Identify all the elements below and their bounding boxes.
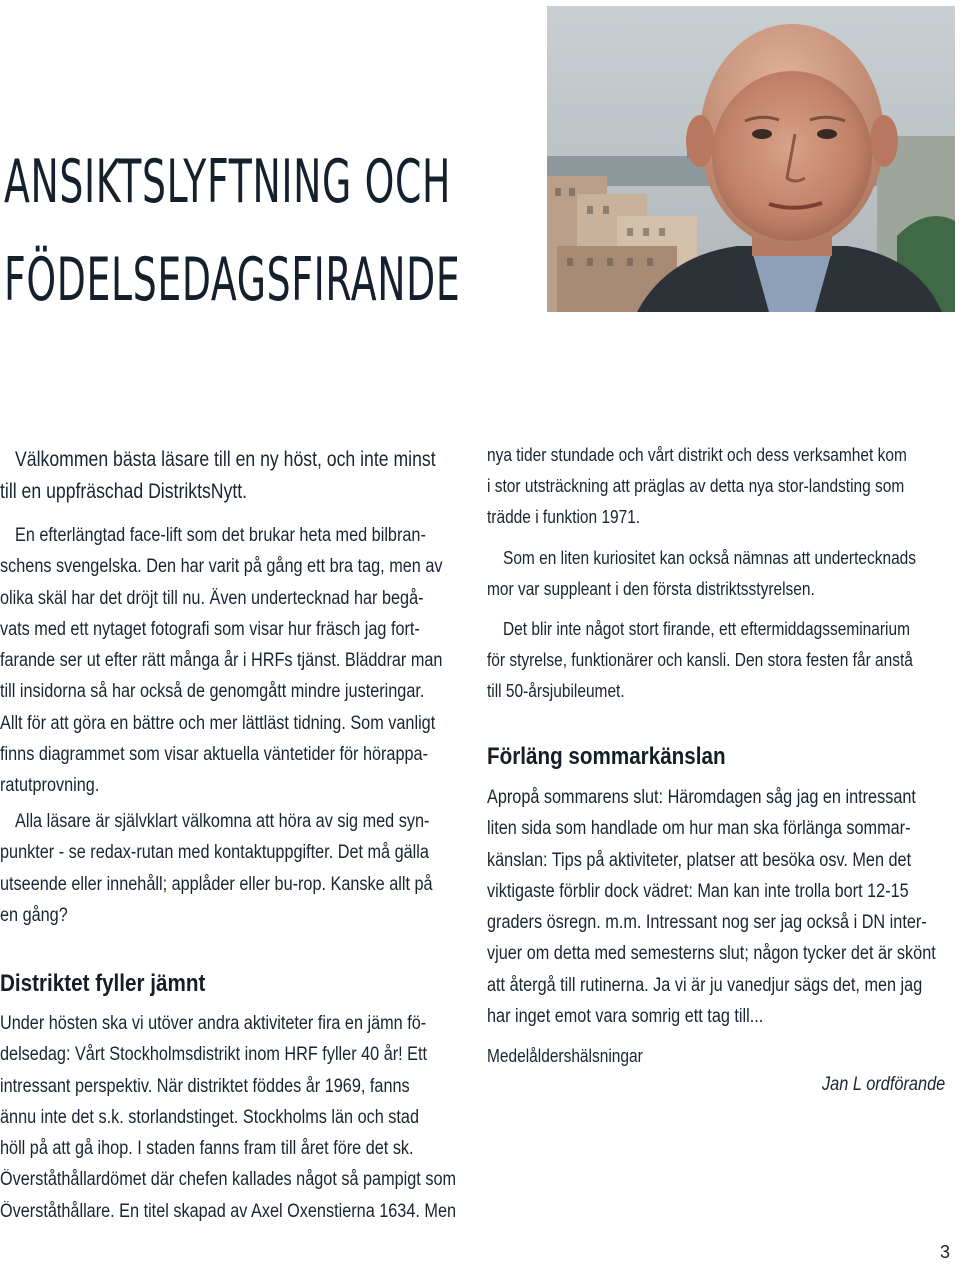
text-line: till insidorna så har också de genomgått mindre justeringar. <box>0 681 425 703</box>
text-line: Alla läsare är självklart välkomna att höra av sig med syn- <box>15 811 430 832</box>
text-line: intressant perspektiv. När distriktet föddes år 1969, fanns <box>0 1075 410 1097</box>
text-line: för styrelse, funktionärer och kansli. Den stora festen får anstå <box>487 650 913 670</box>
text-line: graders ösregn. m.m. Intressant nog ser jag också i DN inter- <box>487 912 927 934</box>
paragraph <box>487 614 960 707</box>
text-line: schens svengelska. Den har varit på gång ett bra tag, men av <box>0 556 443 578</box>
signature: Jan L ordförande <box>822 1074 946 1095</box>
text-line: Överståthållare. En titel skapad av Axel Oxenstierna 1634. Men <box>0 1200 457 1222</box>
text-line: ratutprovning. <box>0 775 100 797</box>
text-line: ännu inte det s.k. storlandstinget. Stockholms län och stad <box>0 1106 420 1128</box>
paragraph <box>487 440 960 533</box>
text-line: delsedag: Vårt Stockholmsdistrikt inom HRF fyller 40 år! Ett <box>0 1044 428 1066</box>
text-line: utseende eller innehåll; applåder eller bu-rop. Kanske allt på <box>0 873 433 895</box>
section-heading: Förläng sommarkänslan <box>487 743 726 770</box>
text-line: nya tider stundade och vårt distrikt och dess verksamhet kom <box>487 445 907 465</box>
text-line: i stor utsträckning att präglas av detta nya stor-landsting som <box>487 476 905 496</box>
page-number: 3 <box>939 1242 950 1262</box>
text-line: trädde i funktion 1971. <box>487 507 641 527</box>
article-title-line-2: FÖDELSEDAGSFIRANDE <box>4 245 461 315</box>
author-portrait-photo <box>547 6 955 312</box>
text-line: En efterlängtad face-lift som det brukar heta med bilbran- <box>15 525 426 546</box>
text-line: Medelåldershälsningar <box>487 1046 643 1066</box>
text-line: vats med ett nytaget fotografi som visar hur fräsch jag fort- <box>0 618 420 640</box>
text-line: till en uppfräschad DistriktsNytt. <box>0 480 248 503</box>
paragraph <box>0 1008 533 1227</box>
text-line: mor var suppleant i den första distriktsstyrelsen. <box>487 579 815 599</box>
paragraph <box>0 806 521 931</box>
section-heading: Distriktet fyller jämnt <box>0 970 206 997</box>
article-title-line-1: ANSIKTSLYFTNING OCH <box>4 147 452 217</box>
text-line: en gång? <box>0 904 68 926</box>
text-line: Överståthållardömet där chefen kallades något så pampigt som <box>0 1169 457 1191</box>
paragraph <box>487 543 960 605</box>
greeting <box>487 1043 668 1069</box>
text-line: att återgå till rutinerna. Ja vi är ju vanedjur sägs det, men jag <box>487 974 923 996</box>
intro-paragraph <box>0 444 516 508</box>
text-line: liten sida som handlade om hur man ska förlänga sommar- <box>487 818 911 840</box>
paragraph <box>487 782 960 1032</box>
text-line: viktigaste förblir dock vädret: Man kan inte trolla bort 12-15 <box>487 880 909 902</box>
text-line: Allt för att göra en bättre och mer lättläst tidning. Som vanligt <box>0 712 436 734</box>
text-line: olika skäl har det dröjt till nu. Även undertecknad har begå- <box>0 587 424 609</box>
text-line: har inget emot vara somrig ett tag till... <box>487 1006 764 1028</box>
text-line: Det blir inte något stort firande, ett eftermiddagsseminarium <box>503 619 910 639</box>
text-line: Under hösten ska vi utöver andra aktiviteter fira en jämn fö- <box>0 1013 427 1034</box>
text-line: farande ser ut efter rätt många år i HRFs tjänst. Bläddrar man <box>0 650 443 672</box>
text-line: Välkommen bästa läsare till en ny höst, och inte minst <box>15 448 436 471</box>
text-line: vjuer om detta med semesterns slut; någon tycker det är skönt <box>487 943 936 965</box>
text-line: känslan: Tips på aktiviteter, platser att besöka osv. Men det <box>487 849 912 871</box>
text-line: Som en liten kuriositet kan också nämnas att undertecknads <box>503 548 917 568</box>
text-line: finns diagrammet som visar aktuella väntetider för hörappa- <box>0 744 428 766</box>
text-line: höll på att gå ihop. I staden fanns fram till året före det sk. <box>0 1138 414 1160</box>
text-line: punkter - se redax-rutan med kontaktuppgifter. Det må gälla <box>0 842 429 864</box>
text-line: Apropå sommarens slut: Häromdagen såg jag en intressant <box>487 787 916 808</box>
text-line: till 50-årsjubileumet. <box>487 681 625 701</box>
paragraph <box>0 520 533 802</box>
